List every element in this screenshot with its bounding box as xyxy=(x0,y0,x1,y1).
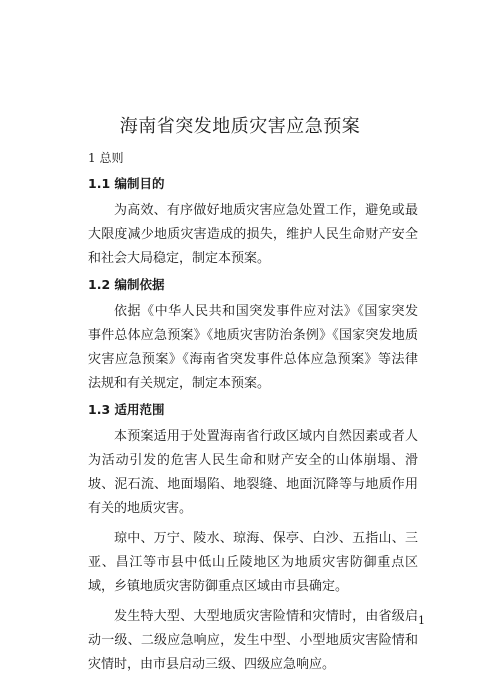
paragraph: 发生特大型、大型地质灾害险情和灾情时，由省级启动一级、二级应急响应，发生中型、小型地质灾害险情和灾情时，由市县启动三级、四级应急响应。 xyxy=(88,609,418,672)
paragraph: 依据《中华人民共和国突发事件应对法》《国家突发事件总体应急预案》《地质灾害防治条例》《国家突发地质灾害应急预案》《海南省突发事件总体应急预案》等法律法规和有关规定，制定本预案。 xyxy=(88,304,418,391)
chapter-number: 1 xyxy=(88,151,96,165)
section-1-1 xyxy=(88,176,418,271)
page-number: 1 xyxy=(418,614,425,627)
paragraph: 为高效、有序做好地质灾害应急处置工作，避免或最大限度减少地质灾害造成的损失，维护人民生命财产安全和社会大局稳定，制定本预案。 xyxy=(88,203,418,266)
document-body xyxy=(88,150,418,683)
document-title: 海南省突发地质灾害应急预案 xyxy=(119,116,361,137)
section-heading: 1.2 编制依据 xyxy=(88,277,165,292)
paragraph: 琼中、万宁、陵水、琼海、保亭、白沙、五指山、三亚、昌江等市县中低山丘陵地区为地质灾害防御重点区域，乡镇地质灾害防御重点区域由市县确定。 xyxy=(88,531,418,594)
chapter-heading xyxy=(88,150,418,166)
section-heading: 1.3 适用范围 xyxy=(88,402,165,417)
paragraph: 本预案适用于处置海南省行政区域内自然因素或者人为活动引发的危害人民生命和财产安全的山体崩塌、滑坡、泥石流、地面塌陷、地裂缝、地面沉降等与地质作用有关的地质灾害。 xyxy=(88,429,418,516)
section-heading: 1.1 编制目的 xyxy=(88,176,165,191)
chapter-label: 总则 xyxy=(99,151,124,165)
section-1-3 xyxy=(88,402,418,677)
section-1-2 xyxy=(88,277,418,396)
